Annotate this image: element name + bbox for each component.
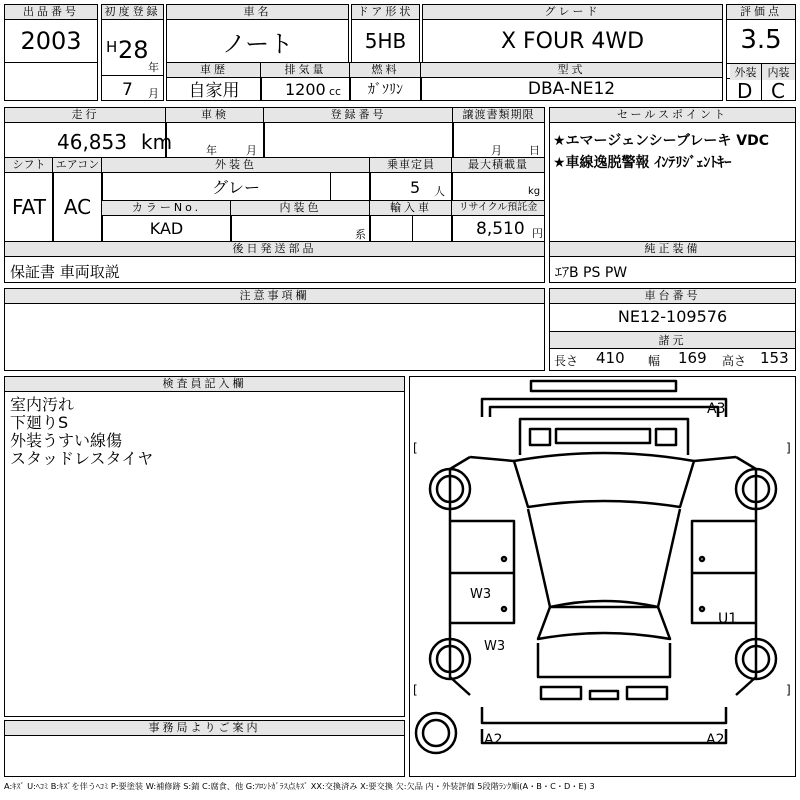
aircon-label: エアコン [53, 158, 102, 173]
office-cell [4, 720, 405, 777]
later-items-value: 保証書 車両取説 [10, 263, 120, 281]
transfer-month-unit: 月 [491, 144, 502, 157]
height-label: 高さ [722, 354, 747, 368]
car-name-label: 車名 [167, 5, 348, 20]
bracket-right-top: ] [786, 441, 791, 455]
inspector-line-4: スタッドレスタイヤ [10, 449, 154, 468]
height-value: 153 [760, 349, 789, 367]
inspector-line-1: 室内汚れ [10, 395, 75, 414]
sales-point-line-2: ★車線逸脱警報 ｲﾝﾃﾘｼﾞｪﾝﾄｷｰ [553, 155, 732, 171]
int-color-unit: 系 [355, 228, 366, 241]
length-value: 410 [596, 349, 625, 367]
recycle-label: リサイクル預託金 [452, 201, 544, 216]
ext-color-cell [101, 157, 371, 202]
transfer-deadline-cell [452, 107, 545, 159]
ext-score-value: D [737, 79, 753, 103]
later-items-cell [4, 241, 545, 283]
sales-points-cell [549, 107, 796, 243]
width-label: 幅 [648, 354, 661, 368]
car-diagram [409, 376, 796, 777]
damage-mark-right-rear: U1 [718, 611, 738, 627]
length-label: 長さ [554, 354, 579, 368]
car-name-cell [166, 4, 349, 64]
int-color-cell [230, 200, 371, 243]
door-value: 5HB [364, 29, 407, 53]
transfer-day-unit: 日 [529, 144, 540, 157]
mileage-label: 走行 [5, 108, 166, 123]
aircon-cell [52, 157, 103, 243]
shift-label: シフト [5, 158, 53, 173]
recycle-cell [451, 200, 545, 243]
inspector-label: 検査員記入欄 [5, 377, 404, 392]
later-items-label: 後日発送部品 [5, 242, 544, 257]
inspection-cell [165, 107, 265, 159]
displacement-cell [260, 62, 351, 101]
ext-score-label: 外装 [730, 64, 761, 80]
int-score-value: C [771, 79, 785, 103]
car-outline-drawing [410, 377, 797, 778]
capacity-cell [369, 157, 453, 202]
inspection-month-unit: 月 [246, 144, 257, 157]
equipment-cell [549, 241, 796, 283]
lot-number-value: 2003 [20, 26, 82, 55]
mileage-cell [4, 107, 173, 159]
first-registration-cell [101, 4, 164, 101]
displacement-value: 1200 [285, 80, 326, 99]
history-label: 車歴 [167, 63, 261, 78]
import-label: 輸入車 [370, 201, 452, 216]
damage-mark-left-rear: W3 [484, 639, 506, 654]
first-registration-label: 初度登録 [102, 5, 163, 20]
transfer-deadline-label: 譲渡書類期限 [453, 108, 544, 123]
grade-label: グレード [423, 5, 722, 20]
aircon-value: AC [63, 195, 92, 219]
equipment-value: ｴｱB PS PW [555, 265, 628, 281]
legend-text: A:ｷｽﾞ U:ﾍｺﾐ B:ｷｽﾞを伴うﾍｺﾐ P:要塗装 W:補修跡 S:錆 C:腐食、他 G:ﾌﾛﾝﾄｶﾞﾗｽ点ｷｽﾞ XX:交換済み X:要交換 欠:欠品 内・外装評価 5段階ﾗﾝｸ順(A・B・C・D・E) 3 [4, 781, 595, 791]
lot-number-cell [4, 4, 98, 101]
score-value: 3.5 [740, 25, 782, 55]
color-no-value: KAD [149, 219, 184, 238]
door-cell [351, 4, 420, 64]
history-value: 自家用 [188, 81, 240, 101]
capacity-unit: 人 [434, 185, 445, 198]
int-color-label: 内装色 [231, 201, 370, 216]
fuel-cell [349, 62, 422, 101]
width-value: 169 [678, 349, 707, 367]
chassis-cell [549, 288, 796, 371]
score-label: 評価点 [727, 5, 795, 20]
damage-mark-left-door: W3 [470, 587, 492, 602]
chassis-label: 車台番号 [550, 289, 795, 304]
reg-number-cell [263, 107, 454, 159]
grade-value: X FOUR 4WD [500, 28, 645, 54]
damage-mark-front: A3 [707, 401, 726, 417]
model-code-value: DBA-NE12 [527, 78, 616, 99]
color-no-label: カラーNo. [102, 201, 231, 216]
inspector-cell [4, 376, 405, 717]
office-label: 事務局よりご案内 [5, 721, 404, 736]
recycle-unit: 円 [532, 227, 543, 240]
chassis-value: NE12-109576 [617, 307, 728, 326]
color-no-cell [101, 200, 232, 243]
ext-color-value: グレー [211, 178, 260, 197]
reg-year-unit: 年 [148, 61, 159, 74]
inspector-line-3: 外装うすい線傷 [10, 431, 123, 450]
bracket-left-bottom: [ [413, 683, 418, 697]
mileage-value: 46,853 [57, 130, 127, 154]
reg-year-value: 28 [118, 36, 149, 64]
displacement-unit: cc [329, 85, 342, 98]
shift-value: FAT [11, 195, 46, 219]
sales-point-line-1: ★エマージェンシーブレーキ VDC [553, 133, 769, 149]
bracket-left-top: [ [413, 441, 418, 455]
mileage-unit: km [141, 130, 173, 154]
max-load-label: 最大積載量 [452, 158, 544, 173]
inspector-line-2: 下廻りS [10, 413, 69, 432]
notes-label: 注意事項欄 [5, 289, 544, 304]
lot-number-label: 出品番号 [5, 5, 97, 20]
fuel-label: 燃料 [350, 63, 421, 78]
max-load-unit: kg [528, 186, 541, 197]
reg-month-unit: 月 [148, 87, 159, 100]
score-cell [726, 4, 796, 101]
shift-cell [4, 157, 54, 243]
history-cell [166, 62, 262, 101]
damage-mark-rear-right: A2 [706, 732, 725, 748]
recycle-value: 8,510 [476, 219, 525, 239]
notes-cell [4, 288, 545, 371]
import-cell [369, 200, 453, 243]
door-label: ドア形状 [352, 5, 419, 20]
reg-month-value: 7 [122, 80, 133, 100]
displacement-label: 排気量 [261, 63, 350, 78]
reg-number-label: 登録番号 [264, 108, 453, 123]
model-code-cell [420, 62, 723, 101]
era-letter: H [106, 38, 118, 56]
fuel-value: ｶﾞｿﾘﾝ [368, 81, 403, 98]
model-code-label: 型式 [421, 63, 722, 78]
dims-label: 諸元 [550, 332, 795, 349]
damage-mark-rear-left: A2 [484, 732, 503, 748]
ext-color-label: 外装色 [102, 158, 370, 173]
sales-points-label: セールスポイント [550, 108, 795, 123]
max-load-cell [451, 157, 545, 202]
grade-cell [422, 4, 723, 64]
capacity-label: 乗車定員 [370, 158, 452, 173]
capacity-value: 5 [410, 178, 421, 197]
bracket-right-bottom: ] [786, 683, 791, 697]
equipment-label: 純正装備 [550, 242, 795, 257]
car-name-value: ノート [221, 29, 294, 58]
int-score-label: 内装 [762, 64, 795, 80]
inspection-label: 車検 [166, 108, 264, 123]
inspection-year-unit: 年 [206, 144, 217, 157]
